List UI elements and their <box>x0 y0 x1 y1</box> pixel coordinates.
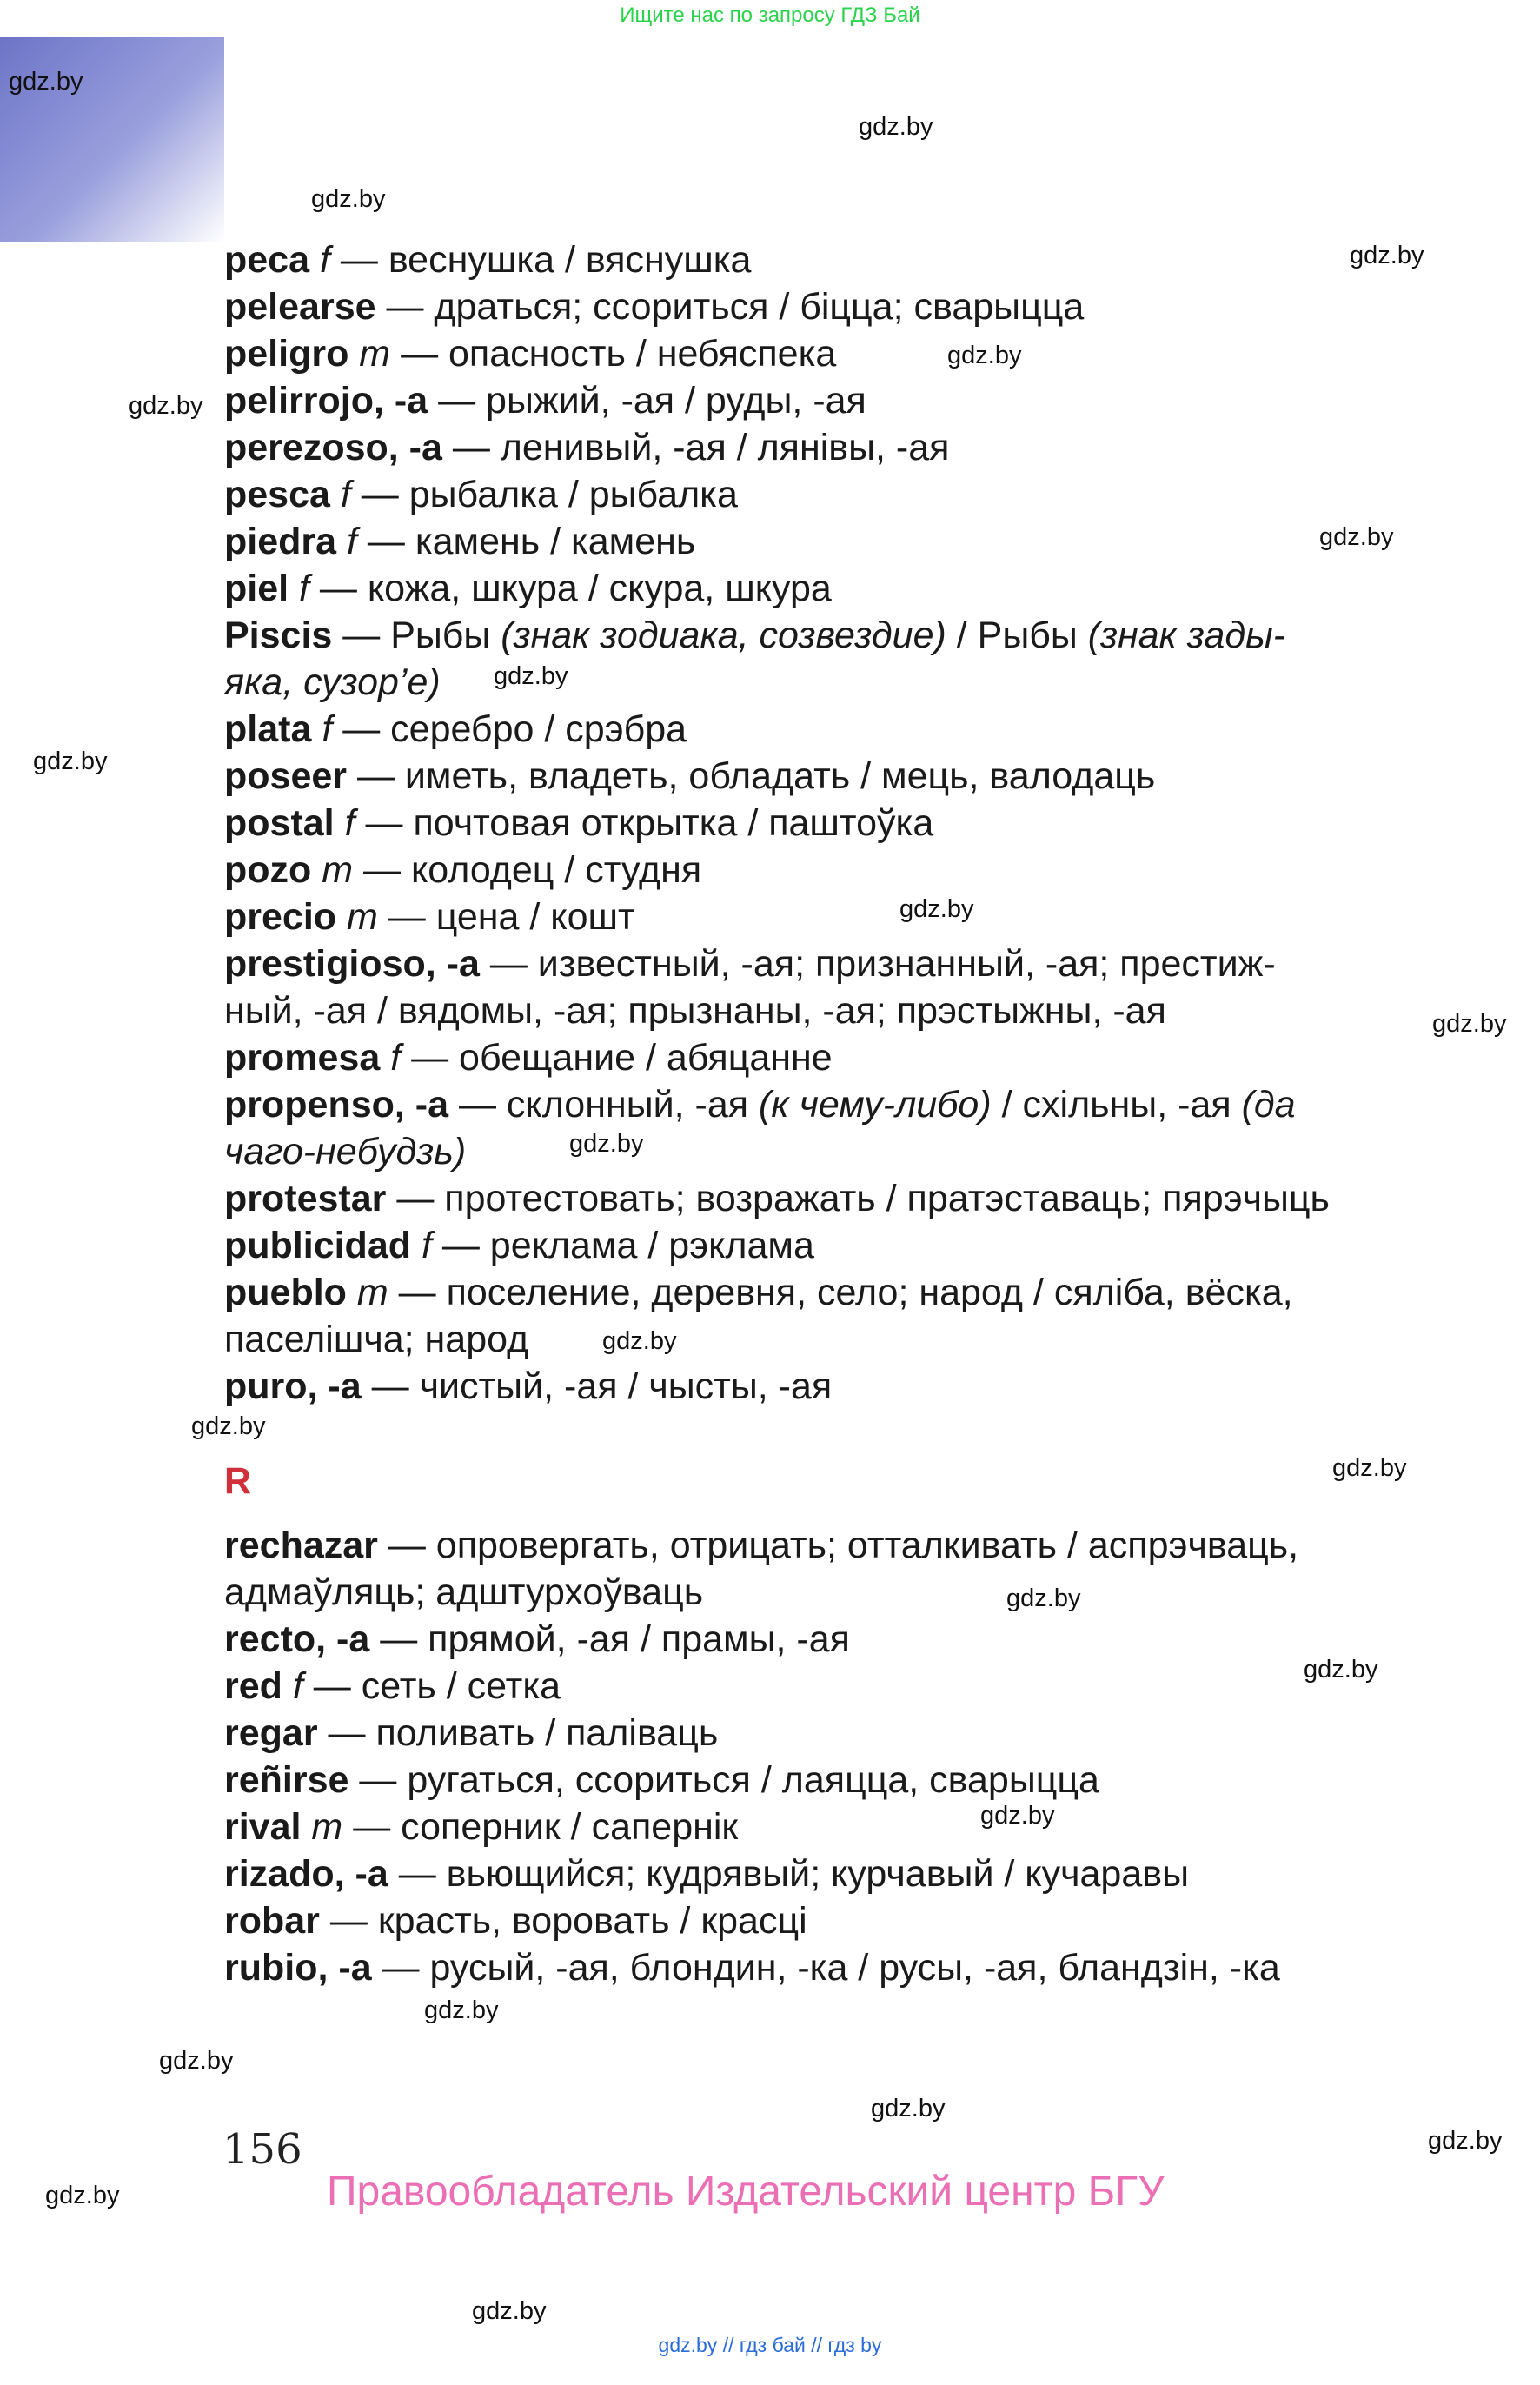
entry-line: pueblo m — поселение, деревня, село; народ / сяліба, вёска, <box>224 1272 1293 1313</box>
entry-line: robar — красть, воровать / красці <box>224 1900 807 1942</box>
entry-line: prestigioso, -a — известный, -ая; признанный, -ая; престиж- <box>224 943 1276 985</box>
watermark: gdz.by <box>947 342 1022 369</box>
entry-line: pelearse — драться; ссориться / біцца; сварыцца <box>224 286 1085 328</box>
rights-holder: Правообладатель Издательский центр БГУ <box>327 2169 1165 2215</box>
entry-line: Piscis — Рыбы (знак зодиака, созвездие) / Рыбы (знак зады- <box>224 615 1286 656</box>
watermark: gdz.by <box>159 2047 234 2075</box>
entry-line: ный, -ая / вядомы, -ая; прызнаны, -ая; прэстыжны, -ая <box>224 990 1166 1032</box>
watermark: gdz.by <box>424 1996 499 2024</box>
entry-line: piedra f — камень / камень <box>224 521 696 562</box>
entry-line: чаго-небудзь) <box>224 1131 467 1173</box>
watermark: gdz.by <box>1428 2127 1503 2155</box>
entry-line: piel f — кожа, шкура / скура, шкура <box>224 568 832 609</box>
entry-line: pozo m — колодец / студня <box>224 849 702 891</box>
entry-line: reñirse — ругаться, ссориться / лаяцца, сварыцца <box>224 1759 1099 1801</box>
entry-line: pesca f — рыбалка / рыбалка <box>224 474 738 515</box>
watermark: gdz.by <box>45 2182 120 2209</box>
entry-line: perezoso, -a — ленивый, -ая / лянівы, -ая <box>224 427 950 468</box>
entry-line: protestar — протестовать; возражать / пратэставаць; пярэчыць <box>224 1178 1330 1219</box>
watermark: gdz.by <box>472 2297 547 2325</box>
watermark: gdz.by <box>1319 523 1394 551</box>
entry-line: паселішча; народ <box>224 1319 529 1360</box>
watermark: gdz.by <box>899 895 974 923</box>
watermark: gdz.by <box>33 747 108 775</box>
entry-line: red f — сеть / сетка <box>224 1665 561 1707</box>
watermark: gdz.by <box>980 1802 1055 1830</box>
entry-line: postal f — почтовая открытка / паштоўка <box>224 802 934 844</box>
watermark: gdz.by <box>1332 1454 1407 1482</box>
entry-line: rizado, -a — вьющийся; кудрявый; курчавый / кучаравы <box>224 1853 1189 1895</box>
watermark: gdz.by <box>494 662 568 690</box>
watermark: gdz.by <box>129 392 203 420</box>
entry-line: regar — поливать / паліваць <box>224 1712 719 1754</box>
entry-line: rival m — соперник / сапернік <box>224 1806 739 1848</box>
entry-line: precio m — цена / кошт <box>224 896 635 938</box>
entry-line: адмаўляць; адштурхоўваць <box>224 1571 704 1613</box>
watermark: gdz.by <box>569 1130 644 1158</box>
watermark: gdz.by <box>1304 1656 1378 1684</box>
entry-line: яка, сузор’е) <box>224 661 441 703</box>
section-letter: R <box>224 1460 252 1502</box>
watermark: gdz.by <box>859 113 933 141</box>
entry-line: recto, -a — прямой, -ая / прамы, -ая <box>224 1618 850 1660</box>
entry-line: propenso, -a — склонный, -ая (к чему-либо) / схільны, -ая (да <box>224 1084 1296 1126</box>
top-banner[interactable]: Ищите нас по запросу ГДЗ Бай <box>620 3 920 27</box>
watermark: gdz.by <box>871 2095 946 2123</box>
entry-line: rechazar — опровергать, отрицать; отталкивать / аспрэчваць, <box>224 1525 1299 1566</box>
watermark: gdz.by <box>1432 1010 1507 1038</box>
page-number: 156 <box>222 2125 302 2174</box>
bottom-links[interactable]: gdz.by // гдз бай // гдз by <box>658 2334 882 2356</box>
entry-line: rubio, -a — русый, -ая, блондин, -ка / русы, -ая, бландзін, -ка <box>224 1947 1280 1989</box>
entry-line: peligro m — опасность / небяспека <box>224 333 837 375</box>
entry-line: publicidad f — реклама / рэклама <box>224 1225 814 1266</box>
watermark: gdz.by <box>311 185 386 213</box>
entry-line: poseer — иметь, владеть, обладать / мець, валодаць <box>224 755 1156 797</box>
entry-line: promesa f — обещание / абяцанне <box>224 1037 833 1079</box>
watermark: gdz.by <box>9 68 83 96</box>
entry-line: puro, -a — чистый, -ая / чысты, -ая <box>224 1365 833 1407</box>
watermark: gdz.by <box>602 1327 677 1355</box>
entry-line: peca f — веснушка / вяснушка <box>224 239 752 281</box>
watermark: gdz.by <box>1006 1584 1081 1612</box>
entry-line: plata f — серебро / срэбра <box>224 708 687 750</box>
entry-line: pelirrojo, -a — рыжий, -ая / руды, -ая <box>224 380 866 422</box>
watermark: gdz.by <box>191 1412 266 1440</box>
watermark: gdz.by <box>1350 242 1424 269</box>
